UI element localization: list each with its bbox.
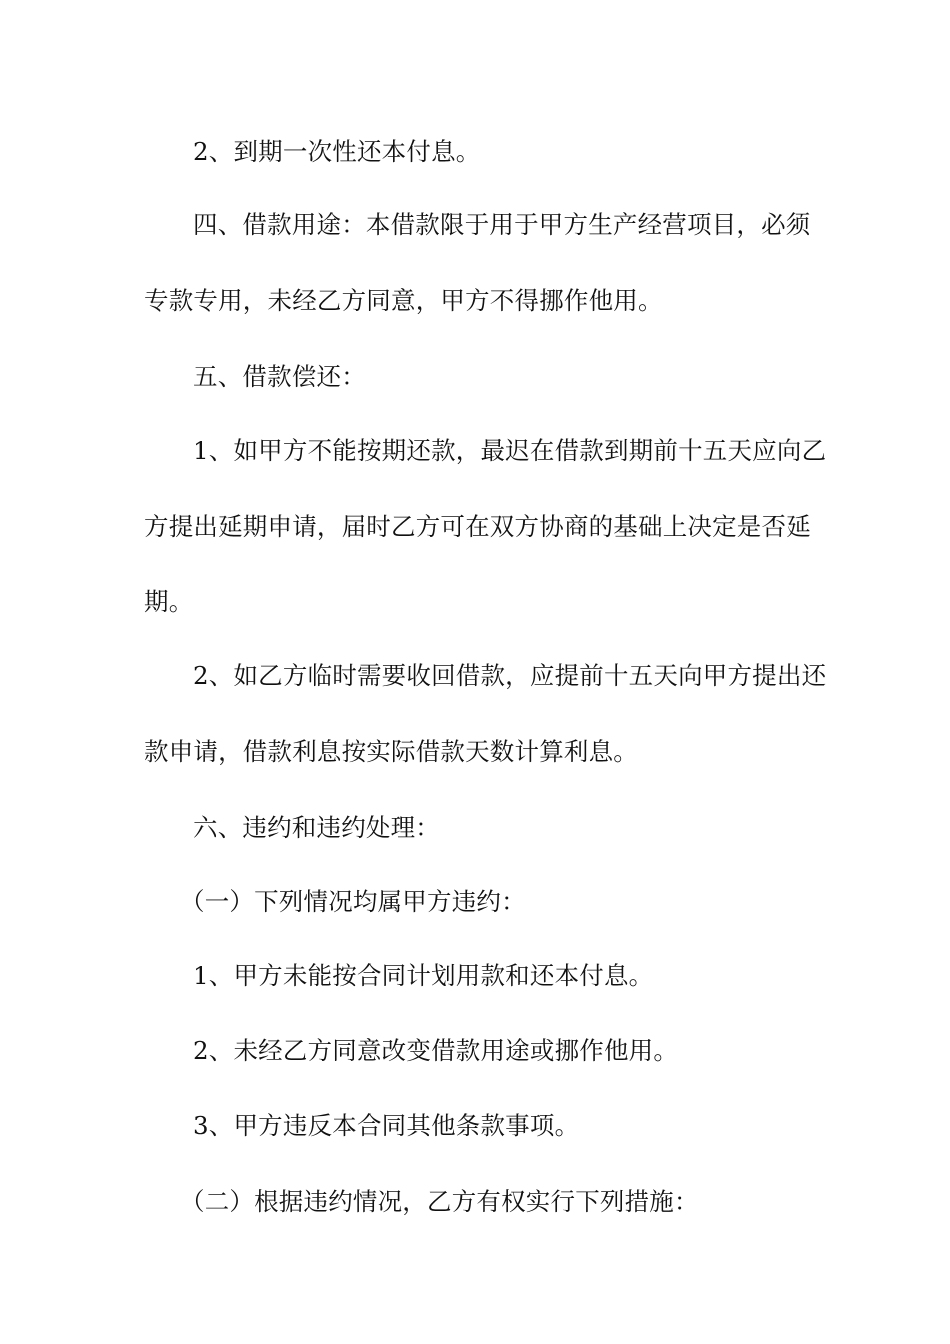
section-heading: 六、违约和违约处理： <box>193 813 440 842</box>
paragraph-line: 1、如甲方不能按期还款，最迟在借款到期前十五天应向乙 <box>193 436 827 465</box>
paragraph-line: 四、借款用途：本借款限于用于甲方生产经营项目，必须 <box>193 210 811 239</box>
list-item: 2、未经乙方同意改变借款用途或挪作他用。 <box>193 1036 679 1065</box>
paragraph-line: 2、到期一次性还本付息。 <box>193 137 481 166</box>
paragraph-line: 方提出延期申请，届时乙方可在双方协商的基础上决定是否延 <box>144 512 811 541</box>
paragraph-line: 款申请，借款利息按实际借款天数计算利息。 <box>144 737 638 766</box>
list-item: 3、甲方违反本合同其他条款事项。 <box>193 1111 580 1140</box>
subsection-heading: （一）下列情况均属甲方违约： <box>180 887 526 916</box>
paragraph-line: 2、如乙方临时需要收回借款，应提前十五天向甲方提出还 <box>193 661 827 690</box>
section-heading: 五、借款偿还： <box>193 362 366 391</box>
paragraph-line: 专款专用，未经乙方同意，甲方不得挪作他用。 <box>144 286 663 315</box>
subsection-heading: （二）根据违约情况，乙方有权实行下列措施： <box>180 1187 699 1216</box>
paragraph-line: 期。 <box>144 587 194 616</box>
list-item: 1、甲方未能按合同计划用款和还本付息。 <box>193 961 654 990</box>
